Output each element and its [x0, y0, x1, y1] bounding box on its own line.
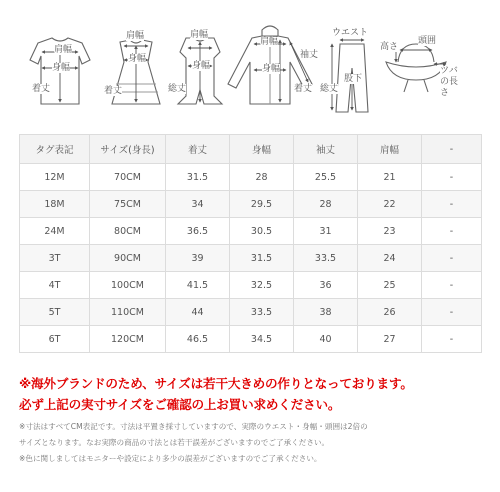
cell-tag: 4T: [20, 272, 90, 299]
cell-shoulder: 21: [358, 164, 422, 191]
dress-length-label: 着丈: [104, 86, 123, 96]
dress-shoulder-label: 肩幅: [126, 31, 145, 41]
cell-sleeve: 36: [294, 272, 358, 299]
romper-shoulder-label: 肩幅: [190, 30, 209, 40]
header-sleeve: 袖丈: [294, 135, 358, 164]
cell-extra: -: [422, 272, 482, 299]
cell-extra: -: [422, 326, 482, 353]
cell-width: 28: [230, 164, 294, 191]
cell-shoulder: 23: [358, 218, 422, 245]
table-row: [20, 326, 482, 353]
cell-size: 120CM: [90, 326, 166, 353]
table-header-row: [20, 135, 482, 164]
pants-length-label: 総丈: [320, 84, 339, 94]
cell-tag: 18M: [20, 191, 90, 218]
table-row: [20, 245, 482, 272]
hat-height-label: 高さ: [380, 42, 399, 52]
pants-waist-label: ウエスト: [332, 28, 369, 38]
cell-length: 34: [166, 191, 230, 218]
cell-sleeve: 28: [294, 191, 358, 218]
cell-tag: 12M: [20, 164, 90, 191]
header-length: 着丈: [166, 135, 230, 164]
cell-length: 31.5: [166, 164, 230, 191]
cell-shoulder: 25: [358, 272, 422, 299]
header-tag: タグ表記: [20, 135, 90, 164]
cell-shoulder: 27: [358, 326, 422, 353]
garment-illustrations: [0, 0, 500, 128]
table-row: [20, 218, 482, 245]
footnote-line-2: サイズとなります。なお実際の商品の寸法とは若干誤差がございますのでご了承ください。: [19, 438, 330, 447]
hat-head-label: 頭囲: [418, 36, 437, 46]
cell-sleeve: 31: [294, 218, 358, 245]
cell-shoulder: 26: [358, 299, 422, 326]
cell-sleeve: 38: [294, 299, 358, 326]
jacket-width-label: 身幅: [262, 64, 281, 74]
header-width: 身幅: [230, 135, 294, 164]
table-row: [20, 272, 482, 299]
cell-width: 30.5: [230, 218, 294, 245]
pants-inseam-label: 股下: [344, 74, 363, 84]
cell-extra: -: [422, 191, 482, 218]
cell-width: 33.5: [230, 299, 294, 326]
header-shoulder: 肩幅: [358, 135, 422, 164]
notice-line-2: 必ず上記の実寸サイズをご確認の上お買い求めください。: [19, 397, 341, 412]
cell-tag: 3T: [20, 245, 90, 272]
table-row: [20, 191, 482, 218]
cell-length: 46.5: [166, 326, 230, 353]
measurement-diagrams: [0, 0, 500, 128]
romper-length-label: 総丈: [168, 84, 187, 94]
cell-length: 44: [166, 299, 230, 326]
tshirt-width-label: 身幅: [52, 63, 71, 73]
cell-extra: -: [422, 245, 482, 272]
cell-width: 31.5: [230, 245, 294, 272]
cell-extra: -: [422, 218, 482, 245]
cell-length: 39: [166, 245, 230, 272]
cell-sleeve: 25.5: [294, 164, 358, 191]
cell-size: 110CM: [90, 299, 166, 326]
cell-sleeve: 40: [294, 326, 358, 353]
cell-length: 36.5: [166, 218, 230, 245]
footnote-line-3: ※色に関しましてはモニターや設定により多少の誤差がございますのでご了承ください。: [19, 454, 322, 463]
cell-tag: 5T: [20, 299, 90, 326]
cell-sleeve: 33.5: [294, 245, 358, 272]
cell-size: 75CM: [90, 191, 166, 218]
footnote-line-1: ※寸法はすべてCM表記です。寸法は平置き採寸していますので、実際のウエスト・身幅・頭囲は2倍の: [19, 422, 368, 431]
cell-width: 34.5: [230, 326, 294, 353]
tshirt-shoulder-label: 肩幅: [54, 45, 73, 55]
cell-size: 100CM: [90, 272, 166, 299]
cell-tag: 6T: [20, 326, 90, 353]
header-extra: -: [422, 135, 482, 164]
cell-width: 29.5: [230, 191, 294, 218]
header-size: サイズ(身長): [90, 135, 166, 164]
cell-length: 41.5: [166, 272, 230, 299]
cell-size: 90CM: [90, 245, 166, 272]
footnotes: [19, 419, 489, 467]
cell-extra: -: [422, 164, 482, 191]
cell-extra: -: [422, 299, 482, 326]
hat-brim-label: ツバの長さ: [440, 66, 462, 99]
romper-width-label: 身幅: [192, 61, 211, 71]
jacket-shoulder-label: 肩幅: [260, 37, 279, 47]
jacket-length-label: 着丈: [294, 84, 313, 94]
cell-shoulder: 22: [358, 191, 422, 218]
cell-size: 70CM: [90, 164, 166, 191]
cell-tag: 24M: [20, 218, 90, 245]
cell-size: 80CM: [90, 218, 166, 245]
notice-line-1: ※海外ブランドのため、サイズは若干大きめの作りとなっております。: [19, 376, 413, 391]
tshirt-length-label: 着丈: [32, 84, 51, 94]
jacket-sleeve-label: 袖丈: [300, 50, 319, 60]
dress-width-label: 身幅: [128, 54, 147, 64]
table-row: [20, 164, 482, 191]
size-table: [19, 134, 482, 353]
table-row: [20, 299, 482, 326]
cell-shoulder: 24: [358, 245, 422, 272]
size-notice: [19, 373, 489, 415]
cell-width: 32.5: [230, 272, 294, 299]
